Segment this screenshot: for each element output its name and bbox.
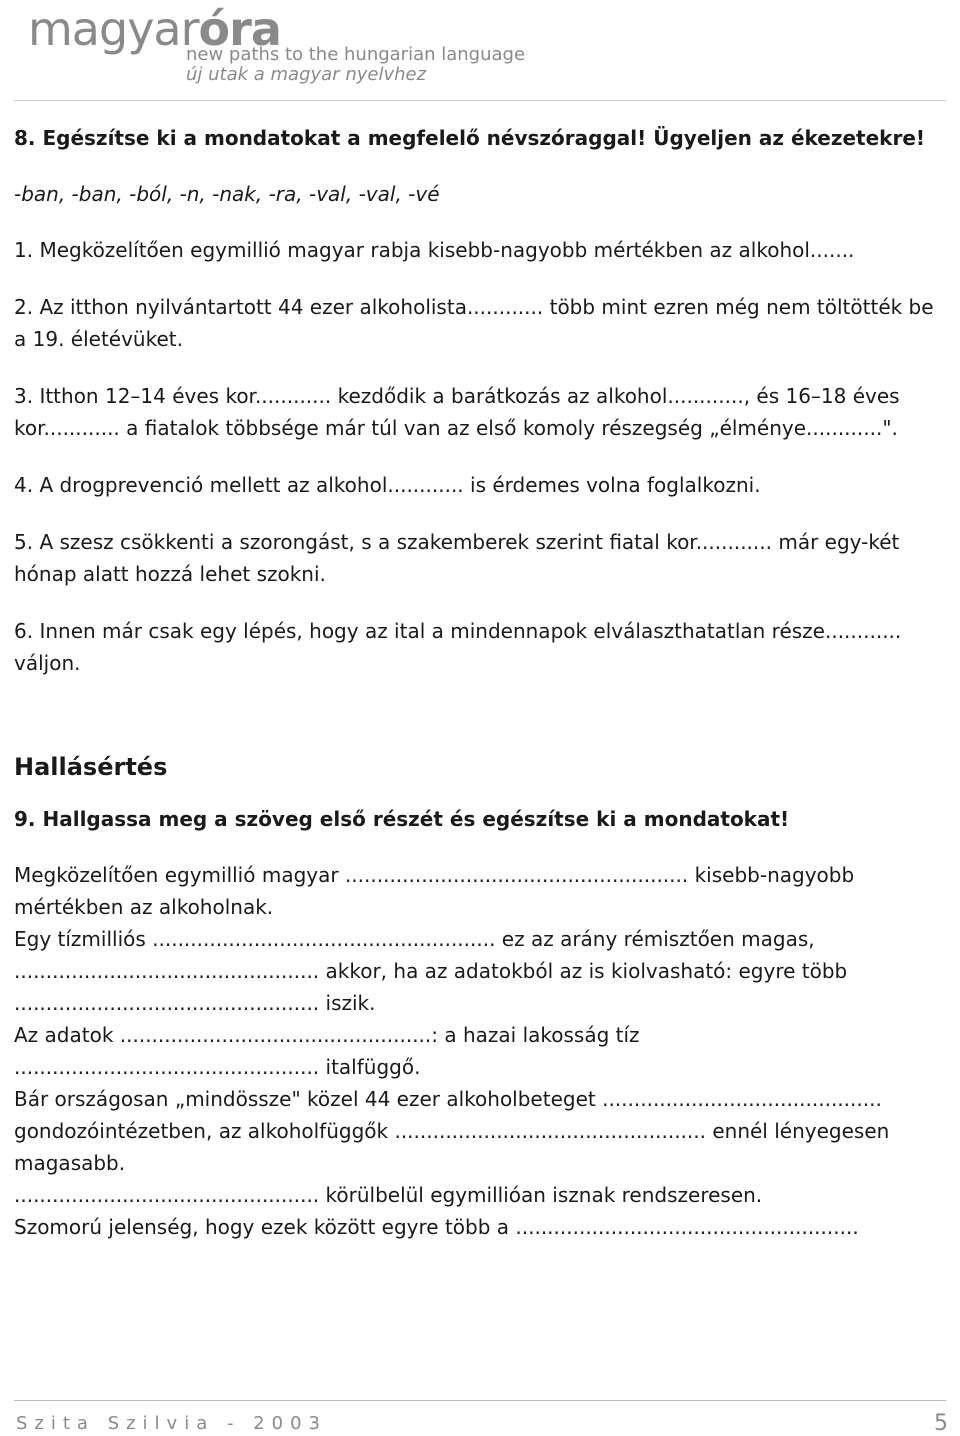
tagline-hungarian: új utak a magyar nyelvhez (186, 64, 427, 85)
section-title: Hallásértés (14, 753, 168, 781)
footer-author: Szita Szilvia - 2003 (16, 1413, 327, 1434)
exercise-8-item: 5. A szesz csökkenti a szorongást, s a szakemberek szerint fiatal kor............ már egy-két hónap alatt hozzá lehet szokni. (14, 530, 900, 586)
exercise-9-line: gondozóintézetben, az alkoholfüggők ................................................. ennél lényegesen (14, 1119, 890, 1143)
logo-text-bold: óra (198, 2, 281, 56)
exercise-9-line: ................................................ akkor, ha az adatokból az is kiolvasható: egyre több (14, 959, 848, 983)
exercise-8-endings: -ban, -ban, -ból, -n, -nak, -ra, -val, -val, -vé (14, 182, 440, 206)
exercise-8-item: 1. Megközelítően egymillió magyar rabja kisebb-nagyobb mértékben az alkohol....... (14, 238, 855, 262)
exercise-9-line: ................................................ iszik. (14, 991, 376, 1015)
exercise-9-line: ................................................ körülbelül egymillióan isznak rendszeresen. (14, 1183, 763, 1207)
exercise-8-title: 8. Egészítse ki a mondatokat a megfelelő névszóraggal! Ügyeljen az ékezetekre! (14, 126, 926, 150)
tagline-english: new paths to the hungarian language (186, 44, 526, 65)
page-content (14, 118, 944, 1243)
exercise-8-item: 6. Innen már csak egy lépés, hogy az ital a mindennapok elválaszthatatlan része............ váljon. (14, 619, 902, 675)
exercise-9-title: 9. Hallgassa meg a szöveg első részét és egészítse ki a mondatokat! (14, 807, 790, 831)
exercise-8-item: 2. Az itthon nyilvántartott 44 ezer alkoholista............ több mint ezren még nem töltötték be a 19. életévüket. (14, 295, 934, 351)
exercise-9-line: Egy tízmilliós ...................................................... ez az arány rémisztően magas, (14, 927, 815, 951)
exercise-9-line: Megközelítően egymillió magyar ...................................................... kisebb-nagyobb (14, 863, 855, 887)
exercise-9-line: magasabb. (14, 1151, 126, 1175)
page-footer (14, 1400, 946, 1436)
exercise-8-item: 3. Itthon 12–14 éves kor............ kezdődik a barátkozás az alkohol............, és 16–18 éves kor............ a fiatalok többsége már túl van az első komoly részegség „élménye............". (14, 384, 900, 440)
exercise-9-line: mértékben az alkoholnak. (14, 895, 274, 919)
page-header (14, 0, 946, 101)
page-number: 5 (934, 1411, 948, 1436)
exercise-9-line: Bár országosan „mindössze" közel 44 ezer alkoholbeteget ............................................ (14, 1087, 882, 1111)
exercise-8-item: 4. A drogprevenció mellett az alkohol............ is érdemes volna foglalkozni. (14, 473, 761, 497)
exercise-9-line: ................................................ italfüggő. (14, 1055, 421, 1079)
exercise-9-line: Az adatok .................................................: a hazai lakosság tíz (14, 1023, 640, 1047)
exercise-9-line: Szomorú jelenség, hogy ezek között egyre több a ...................................................... (14, 1215, 859, 1239)
logo-text-light: magyar (28, 2, 199, 56)
